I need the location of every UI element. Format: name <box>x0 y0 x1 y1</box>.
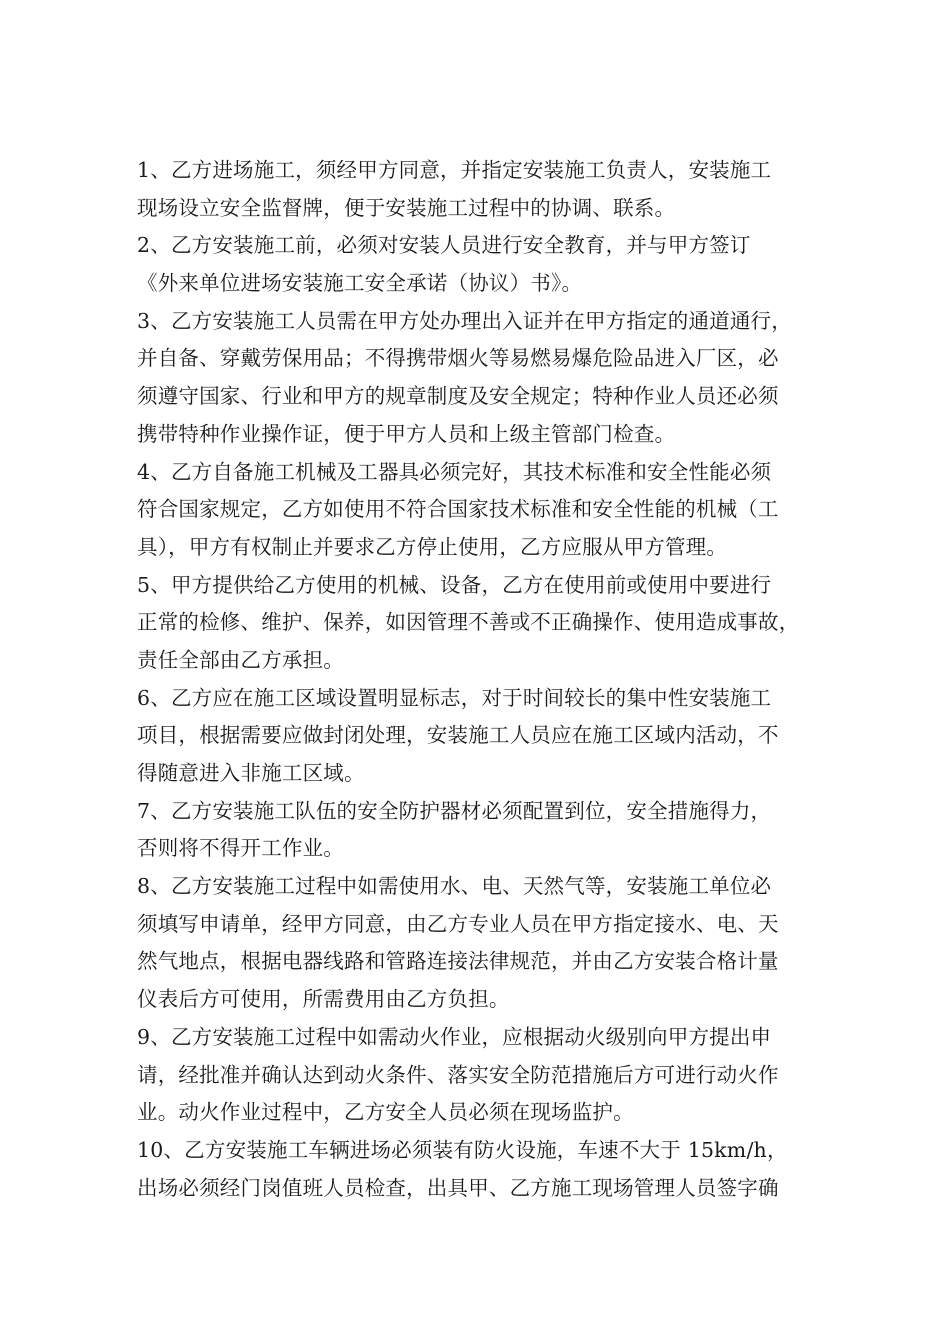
text-line: 现场设立安全监督牌，便于安装施工过程中的协调、联系。 <box>137 195 676 220</box>
text-line: 并自备、穿戴劳保用品；不得携带烟火等易燃易爆危险品进入厂区，必 <box>137 346 779 371</box>
text-line: 否则将不得开工作业。 <box>137 836 344 861</box>
text-line: 正常的检修、维护、保养，如因管理不善或不正确操作、使用造成事故， <box>137 610 800 635</box>
text-line: 得随意进入非施工区域。 <box>137 761 365 785</box>
text-line: 具），甲方有权制止并要求乙方停止使用，乙方应服从甲方管理。 <box>137 534 728 559</box>
text-line: 3、乙方安装施工人员需在甲方处办理出入证并在甲方指定的通道通行， <box>137 308 792 333</box>
text-line: 项目，根据需要应做封闭处理，安装施工人员应在施工区域内活动，不 <box>137 723 779 748</box>
text-line: 然气地点，根据电器线路和管路连接法律规范，并由乙方安装合格计量 <box>137 949 779 974</box>
clause-10 <box>137 1132 837 1207</box>
text-line: 符合国家规定，乙方如使用不符合国家技术标准和安全性能的机械（工 <box>137 497 779 522</box>
text-line: 7、乙方安装施工队伍的安全防护器材必须配置到位，安全措施得力， <box>137 798 772 823</box>
text-line: 2、乙方安装施工前，必须对安装人员进行安全教育，并与甲方签订 <box>137 233 751 258</box>
document-body <box>137 152 837 1207</box>
text-line: 10、乙方安装施工车辆进场必须装有防火设施，车速不大于 15km/h， <box>137 1137 788 1162</box>
text-line: 须遵守国家、行业和甲方的规章制度及安全规定；特种作业人员还必须 <box>137 384 779 409</box>
clause-6 <box>137 680 837 793</box>
clause-1 <box>137 152 837 227</box>
text-line: 出场必须经门岗值班人员检查，出具甲、乙方施工现场管理人员签字确 <box>137 1175 779 1200</box>
text-line: 1、乙方进场施工，须经甲方同意，并指定安装施工负责人，安装施工 <box>137 158 772 182</box>
clause-7 <box>137 793 837 868</box>
text-line: 须填写申请单，经甲方同意，由乙方专业人员在甲方指定接水、电、天 <box>137 911 779 936</box>
text-line: 业。动火作业过程中，乙方安全人员必须在现场监护。 <box>137 1100 634 1125</box>
text-line: 《外来单位进场安装施工安全承诺（协议）书》。 <box>137 271 583 296</box>
clause-9 <box>137 1019 837 1132</box>
text-line: 9、乙方安装施工过程中如需动火作业，应根据动火级别向甲方提出申 <box>137 1024 772 1049</box>
text-line: 4、乙方自备施工机械及工器具必须完好，其技术标准和安全性能必须 <box>137 459 772 484</box>
text-line: 责任全部由乙方承担。 <box>137 647 344 672</box>
text-line: 6、乙方应在施工区域设置明显标志，对于时间较长的集中性安装施工 <box>137 685 772 710</box>
clause-2 <box>137 227 837 302</box>
text-line: 5、甲方提供给乙方使用的机械、设备，乙方在使用前或使用中要进行 <box>137 572 772 597</box>
text-line: 仪表后方可使用，所需费用由乙方负担。 <box>137 987 510 1012</box>
clause-5 <box>137 567 837 680</box>
clause-4 <box>137 454 837 567</box>
text-line: 8、乙方安装施工过程中如需使用水、电、天然气等，安装施工单位必 <box>137 874 772 899</box>
text-line: 请，经批准并确认达到动火条件、落实安全防范措施后方可进行动火作 <box>137 1062 779 1087</box>
clause-8 <box>137 868 837 1019</box>
clause-3 <box>137 303 837 454</box>
text-line: 携带特种作业操作证，便于甲方人员和上级主管部门检查。 <box>137 421 676 446</box>
